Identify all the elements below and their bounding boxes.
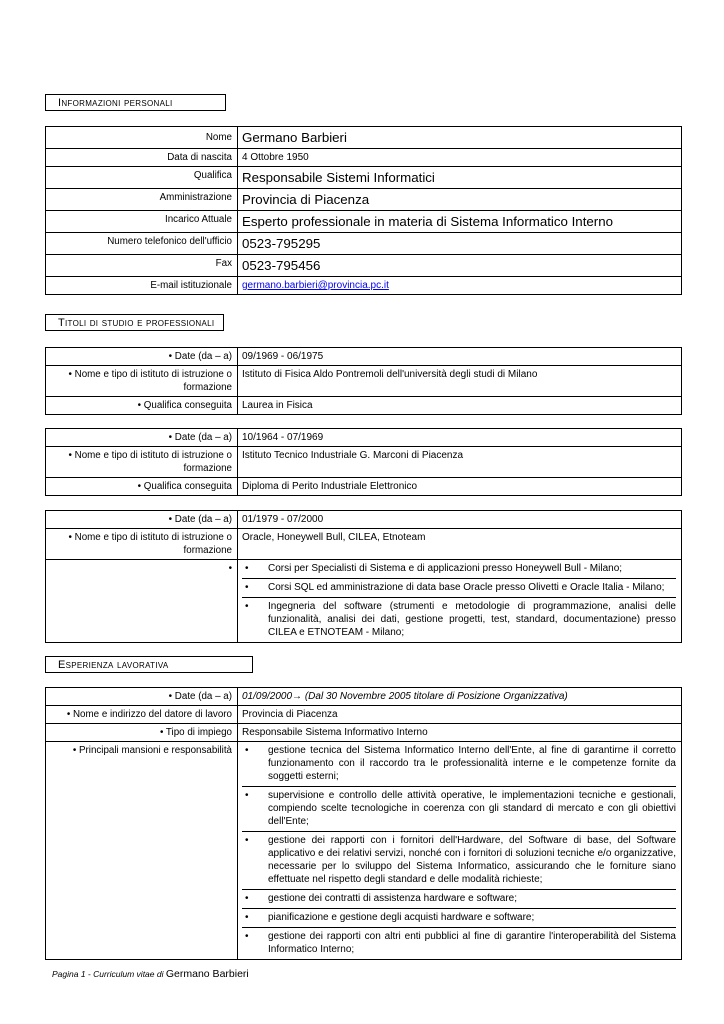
table-row [46,277,682,295]
table-row [46,478,682,496]
personal-info-table [45,126,682,295]
row-label: • Tipo di impiego [46,724,238,742]
table-row [46,447,682,478]
education-table-3 [45,510,682,643]
table-row [46,511,682,529]
education-table-2 [45,428,682,496]
institute-value: Istituto di Fisica Aldo Pontremoli dell'università degli studi di Milano [238,366,682,397]
institute-value: Istituto Tecnico Industriale G. Marconi di Piacenza [238,447,682,478]
table-row [46,255,682,277]
course-list [242,560,676,642]
current-role-value: Esperto professionale in materia di Sistema Informatico Interno [238,211,682,233]
name-value: Germano Barbieri [238,127,682,149]
date-value: 01/1979 - 07/2000 [238,511,682,529]
section-header-education [45,314,224,331]
row-label: E-mail istituzionale [46,277,238,295]
section-title: Informazioni personali [58,97,173,109]
section-title: Titoli di studio e professionali [58,317,215,329]
qualification-value: Laurea in Fisica [238,397,682,415]
table-row [46,366,682,397]
section-header-experience [45,656,253,673]
table-row [46,560,682,643]
table-row [46,233,682,255]
row-label: • Nome e tipo di istituto di istruzione o formazione [46,366,238,397]
row-label: Nome [46,127,238,149]
page-footer [52,968,249,980]
table-row [46,706,682,724]
row-label: Amministrazione [46,189,238,211]
email-link[interactable]: germano.barbieri@provincia.pc.it [242,280,389,291]
row-label: • Nome e tipo di istituto di istruzione o formazione [46,529,238,560]
date-value: 09/1969 - 06/1975 [238,348,682,366]
list-item: • Corsi per Specialisti di Sistema e di applicazioni presso Honeywell Bull - Milano; [242,560,676,579]
row-label: • Date (da – a) [46,688,238,706]
table-row [46,167,682,189]
table-row [46,348,682,366]
list-item: • Ingegneria del software (strumenti e metodologie di programmazione, analisi delle funzionalità, analisi dei dati, gestione progetti, test, standard, documentazione) presso CILEA e ETNOTEAM - Milano; [245,601,676,638]
date-value: 10/1964 - 07/1969 [238,429,682,447]
section-title: Esperienza lavorativa [58,659,169,671]
phone-value: 0523-795295 [238,233,682,255]
table-row [46,429,682,447]
employer-value: Provincia di Piacenza [238,706,682,724]
job-type-value: Responsabile Sistema Informativo Interno [238,724,682,742]
duties-list [242,742,676,959]
footer-name: Germano Barbieri [165,968,249,980]
table-row [46,397,682,415]
row-label: Qualifica [46,167,238,189]
date-value: 01/09/2000→ (Dal 30 Novembre 2005 titolare di Posizione Organizzativa) [238,688,682,706]
row-label: Fax [46,255,238,277]
table-row [46,724,682,742]
birthdate-value: 4 Ottobre 1950 [238,149,682,167]
row-label: Data di nascita [46,149,238,167]
section-header-personal [45,94,226,111]
row-label: • Date (da – a) [46,511,238,529]
row-label: • Nome e indirizzo del datore di lavoro [46,706,238,724]
table-row [46,149,682,167]
qualification-value: Responsabile Sistemi Informatici [238,167,682,189]
list-item: • supervisione e controllo delle attività operative, le implementazioni tecniche e gestionali, compiendo scelte tecnologiche in coerenza con gli standard di mercato e con gli obiettivi dell'Ente; [242,787,676,832]
table-row [46,529,682,560]
list-item: • pianificazione e gestione degli acquisti hardware e software; [242,909,676,928]
experience-table [45,687,682,960]
administration-value: Provincia di Piacenza [238,189,682,211]
row-label: • Qualifica conseguita [46,397,238,415]
row-label: • Date (da – a) [46,348,238,366]
list-item: • gestione dei rapporti con altri enti pubblici al fine di garantire l'interoperabilità del Sistema Informatico Interno; [245,931,676,955]
table-row [46,211,682,233]
row-label: • [46,560,238,643]
row-label: • Principali mansioni e responsabilità [46,742,238,960]
row-label: • Qualifica conseguita [46,478,238,496]
qualification-value: Diploma di Perito Industriale Elettronico [238,478,682,496]
row-label: Incarico Attuale [46,211,238,233]
table-row [46,688,682,706]
footer-prefix: Pagina 1 - Curriculum vitae di [52,969,164,979]
table-row [46,127,682,149]
institute-value: Oracle, Honeywell Bull, CILEA, Etnoteam [238,529,682,560]
education-table-1 [45,347,682,415]
row-label: • Date (da – a) [46,429,238,447]
fax-value: 0523-795456 [238,255,682,277]
table-row [46,189,682,211]
row-label: Numero telefonico dell'ufficio [46,233,238,255]
list-item: • Corsi SQL ed amministrazione di data base Oracle presso Olivetti e Oracle Italia - Milano; [242,579,676,598]
list-item: • gestione tecnica del Sistema Informatico Interno dell'Ente, al fine di garantirne il corretto funzionamento con il raccordo tra le professionalità interne e le competenze fornite da soggetti esterni; [242,742,676,787]
list-item: • gestione dei rapporti con i fornitori dell'Hardware, del Software di base, del Software applicativo e dei relativi servizi, nonché con i fornitori di soluzioni tecniche e/o organizzative, necessarie per lo sviluppo del Sistema Informatico, assicurando che le forniture siano effettuate nel rispetto degli standard e delle modalità richieste; [242,832,676,890]
row-label: • Nome e tipo di istituto di istruzione o formazione [46,447,238,478]
table-row [46,742,682,960]
list-item: • gestione dei contratti di assistenza hardware e software; [242,890,676,909]
